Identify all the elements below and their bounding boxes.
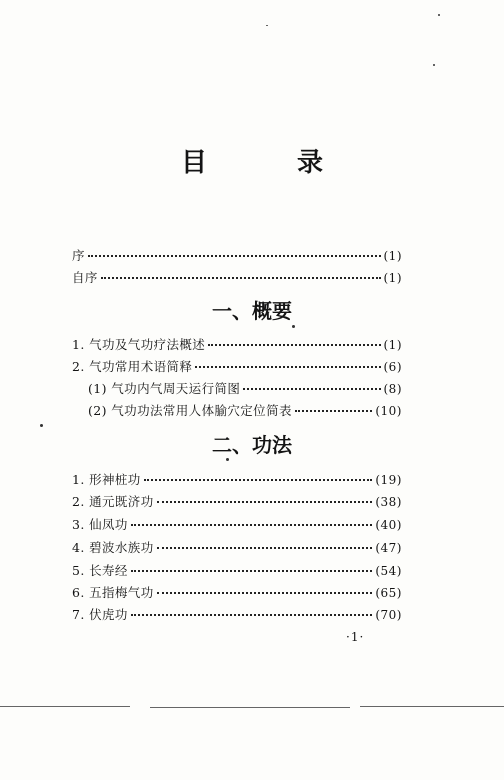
dot-leader [131, 524, 373, 526]
dot-leader [157, 501, 373, 503]
toc-entry-label: 5. 长寿经 [72, 563, 128, 578]
toc-entry-label: 序 [72, 248, 85, 263]
toc-entry-label: 7. 伏虎功 [72, 607, 128, 622]
toc-entry-preface[interactable] [72, 246, 402, 266]
dot-leader [208, 344, 380, 346]
toc-entry-page: (6) [383, 360, 402, 374]
toc-entry-page: (10) [375, 404, 402, 418]
toc-entry[interactable] [72, 335, 402, 355]
toc-entry-label: 2. 通元既济功 [72, 494, 154, 509]
toc-entry-page: (38) [375, 495, 402, 509]
toc-entry-label: (1) 气功内气周天运行简图 [88, 381, 241, 396]
title-char-1: 目 [180, 148, 207, 178]
page-number: ·1· [346, 630, 365, 644]
toc-entry[interactable] [72, 470, 402, 490]
toc-entry-label: 4. 碧波水族功 [72, 540, 154, 555]
scan-speck [40, 424, 43, 427]
dot-leader [243, 388, 380, 390]
toc-entry[interactable] [72, 561, 402, 581]
scan-speck [226, 458, 229, 461]
dot-leader [131, 570, 373, 572]
dot-leader [131, 614, 373, 616]
dot-leader [195, 366, 380, 368]
toc-entry-page: (65) [375, 586, 402, 600]
toc-entry-label: 3. 仙凤功 [72, 517, 128, 532]
scan-speck [433, 64, 435, 66]
toc-entry-label: 1. 形神桩功 [72, 472, 141, 487]
dot-leader [101, 277, 381, 279]
toc-subentry[interactable] [88, 401, 402, 421]
toc-entry-page: (1) [383, 249, 402, 263]
dot-leader [144, 479, 373, 481]
scan-rule-line [0, 706, 130, 707]
toc-entry[interactable] [72, 605, 402, 625]
scan-speck [266, 25, 268, 26]
toc-subentry[interactable] [88, 379, 402, 399]
toc-entry[interactable] [72, 515, 402, 535]
scan-speck [292, 325, 295, 328]
toc-entry[interactable] [72, 538, 402, 558]
toc-entry-page: (19) [375, 473, 402, 487]
section-heading-methods: 二、功法 [212, 433, 292, 457]
scan-rule-line [150, 707, 350, 708]
toc-entry-author-preface[interactable] [72, 268, 402, 288]
toc-entry[interactable] [72, 492, 402, 512]
toc-entry-label: 6. 五指梅气功 [72, 585, 154, 600]
toc-entry[interactable] [72, 583, 402, 603]
toc-entry-page: (54) [375, 564, 402, 578]
toc-entry-page: (47) [375, 541, 402, 555]
page-title [0, 148, 504, 178]
toc-entry[interactable] [72, 357, 402, 377]
toc-entry-page: (40) [375, 518, 402, 532]
toc-entry-page: (1) [383, 338, 402, 352]
dot-leader [88, 255, 381, 257]
scan-rule-line [360, 706, 504, 707]
dot-leader [295, 410, 372, 412]
dot-leader [157, 592, 373, 594]
toc-entry-label: 自序 [72, 270, 98, 285]
toc-entry-page: (8) [383, 382, 402, 396]
toc-entry-label: 2. 气功常用术语简释 [72, 359, 193, 374]
dot-leader [157, 547, 373, 549]
toc-entry-page: (70) [375, 608, 402, 622]
toc-entry-label: 1. 气功及气功疗法概述 [72, 337, 206, 352]
scan-speck [438, 14, 440, 16]
toc-entry-page: (1) [383, 271, 402, 285]
title-char-2: 录 [297, 148, 324, 178]
toc-entry-label: (2) 气功功法常用人体腧穴定位简表 [88, 403, 292, 418]
section-heading-overview: 一、概要 [212, 299, 292, 323]
